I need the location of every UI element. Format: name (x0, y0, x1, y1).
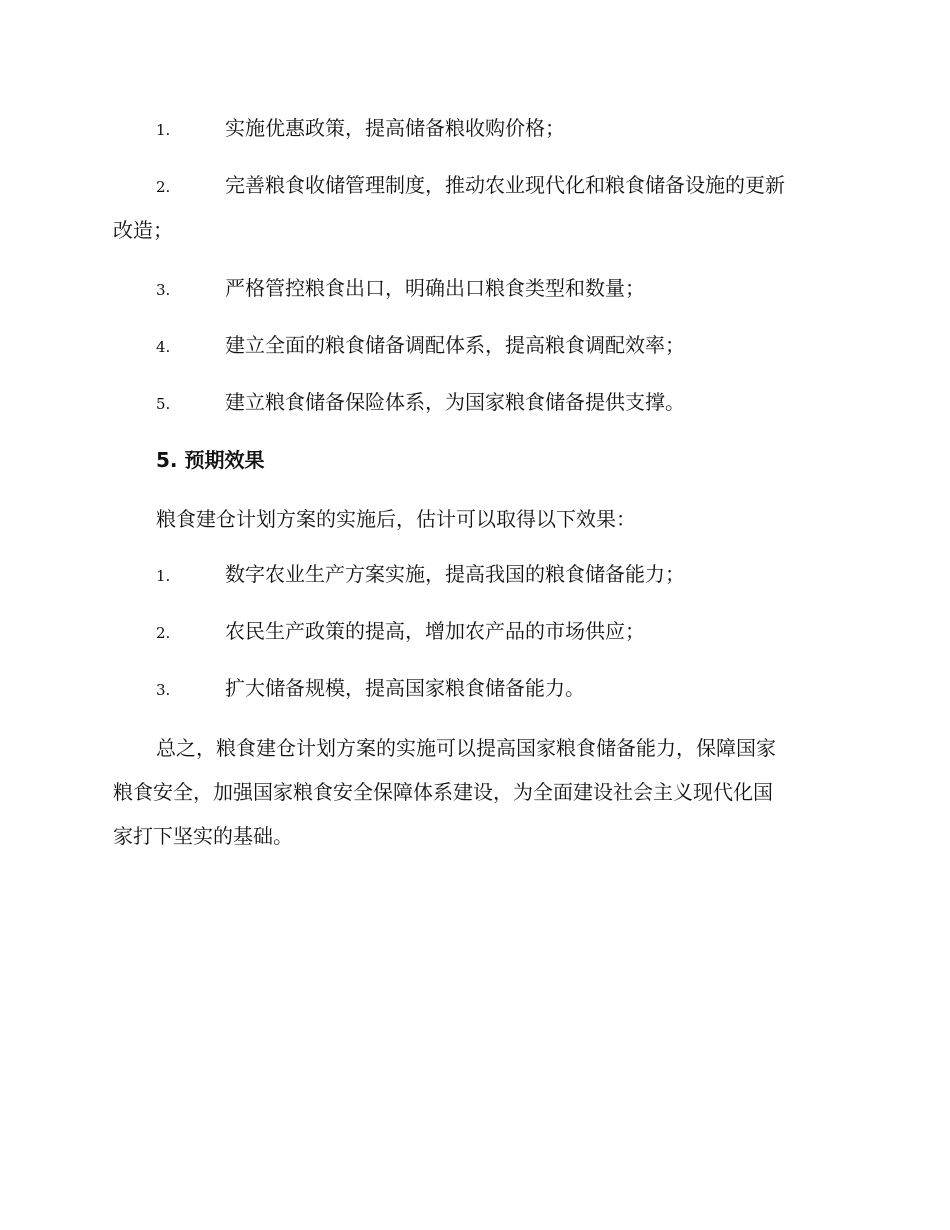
list-item-number: 2. (156, 178, 171, 196)
list-item-number: 5. (156, 395, 171, 413)
list-item-text: 建立全面的粮食储备调配体系，提高粮食调配效率； (225, 333, 685, 357)
section-intro: 粮食建仓计划方案的实施后，估计可以取得以下效果： (156, 507, 636, 531)
list-item-text: 农民生产政策的提高，增加农产品的市场供应； (225, 619, 645, 643)
list-item-text: 实施优惠政策，提高储备粮收购价格； (225, 116, 565, 140)
list-item-number: 1. (156, 121, 171, 139)
section-heading: 5. 预期效果 (156, 448, 265, 472)
conclusion-line: 粮食安全，加强国家粮食安全保障体系建设，为全面建设社会主义现代化国 (113, 780, 773, 804)
conclusion-line: 总之，粮食建仓计划方案的实施可以提高国家粮食储备能力，保障国家 (156, 736, 776, 760)
list-item-number: 3. (156, 281, 171, 299)
conclusion-line: 家打下坚实的基础。 (113, 824, 293, 848)
list-item-text: 建立粮食储备保险体系，为国家粮食储备提供支撑。 (225, 390, 685, 414)
list-item-number: 2. (156, 624, 171, 642)
list-item-text: 严格管控粮食出口，明确出口粮食类型和数量； (225, 276, 645, 300)
list-item-text: 数字农业生产方案实施，提高我国的粮食储备能力； (225, 562, 685, 586)
list-item-number: 3. (156, 681, 171, 699)
list-item-text: 扩大储备规模，提高国家粮食储备能力。 (225, 676, 585, 700)
list-item-text-continuation: 改造； (113, 218, 173, 242)
list-item-number: 1. (156, 567, 171, 585)
list-item-text: 完善粮食收储管理制度，推动农业现代化和粮食储备设施的更新 (225, 173, 785, 197)
list-item-number: 4. (156, 338, 171, 356)
